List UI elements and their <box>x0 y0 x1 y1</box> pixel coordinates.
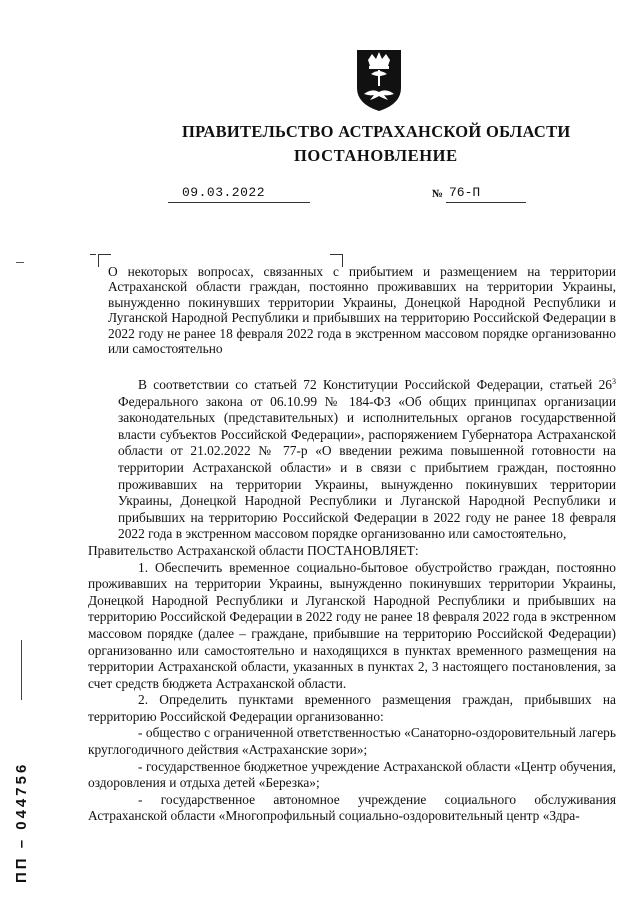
astrakhan-coat-of-arms-icon <box>354 48 404 112</box>
item-1: 1. Обеспечить временное социально-бытовое обустройство граждан, постоянно проживавших на территории Украины, вынужденно покинувших территории Украины, Донецкой Народной Республики и Луганской Народной Республики и прибывших на территорию Российской Федерации в 2022 году не ранее 18 февраля 2022 года в экстренном массовом порядке (далее – граждане, прибывшие на территорию Российской Федерации) организованно или самостоятельно и находящихся в пунктах временного размещения на территории Астраханской области, указанных в пунктах 2, 3 настоящего постановления, за счет средств бюджета Астраханской области. <box>88 559 616 691</box>
government-title: ПРАВИТЕЛЬСТВО АСТРАХАНСКОЙ ОБЛАСТИ <box>182 122 571 141</box>
margin-mark <box>16 262 24 263</box>
document-body <box>88 377 616 825</box>
serial-number: ПП – 044756 <box>13 761 30 883</box>
preamble-text-b: Федерального закона от 06.10.99 № 184-ФЗ «Об общих принципах организации законодательных (представительных) и исполнительных органов государственной власти субъектов Российской Федерации», распоряжением Губернатора Астраханской области от 21.02.2022 № 77-р «О введении режима повышенной готовности на территории Астраханской области» и в связи с прибытием граждан, постоянно проживавших на территории Украины, вынужденно покинувших территории Украины, Донецкой Народной Республики и Луганской Народной Республики и прибывших на территорию Российской Федерации в 2022 году не ранее 18 февраля 2022 года в экстренном массовом порядке организованно или самостоятельно, <box>118 393 616 542</box>
document-subject: О некоторых вопросах, связанных с прибытием и размещением на территории Астраханской области граждан, постоянно проживавших на территории Украины, вынужденно покинувших территории Украины, Донецкой Народной Республики и Луганской Народной Республики и прибывших на территорию Российской Федерации в 2022 году не ранее 18 февраля 2022 года в экстренном массовом порядке организованно или самостоятельно <box>108 264 616 357</box>
number-underline <box>446 202 526 203</box>
number-sign: № <box>432 188 444 200</box>
date-underline <box>168 202 310 203</box>
item-2-sub-2: - государственное бюджетное учреждение Астраханской области «Центр обучения, оздоровления и отдыха детей «Березка»; <box>88 758 616 791</box>
document-number: 76-П <box>449 185 481 200</box>
margin-rule <box>21 640 22 700</box>
preamble-text-a: В соответствии со статьей 72 Конституции Российской Федерации, статьей 26 <box>138 377 612 392</box>
document-date: 09.03.2022 <box>182 185 266 200</box>
item-2-sub-1: - общество с ограниченной ответственностью «Санаторно-оздоровительный лагерь круглогодичного действия «Астраханские зори»; <box>88 725 616 758</box>
preamble-superscript: 3 <box>612 377 616 386</box>
item-2: 2. Определить пунктами временного размещения граждан, прибывших на территорию Российской Федерации организованно: <box>88 692 616 724</box>
preamble-paragraph <box>118 377 616 543</box>
decree-line: Правительство Астраханской области ПОСТАНОВЛЯЕТ: <box>88 542 419 558</box>
document-type: ПОСТАНОВЛЕНИЕ <box>294 146 458 165</box>
item-2-sub-3: - государственное автономное учреждение социального обслуживания Астраханской области «Многопрофильный социально-оздоровительный центр «Здра- <box>88 791 616 824</box>
subject-corner-left-tick <box>90 254 96 255</box>
